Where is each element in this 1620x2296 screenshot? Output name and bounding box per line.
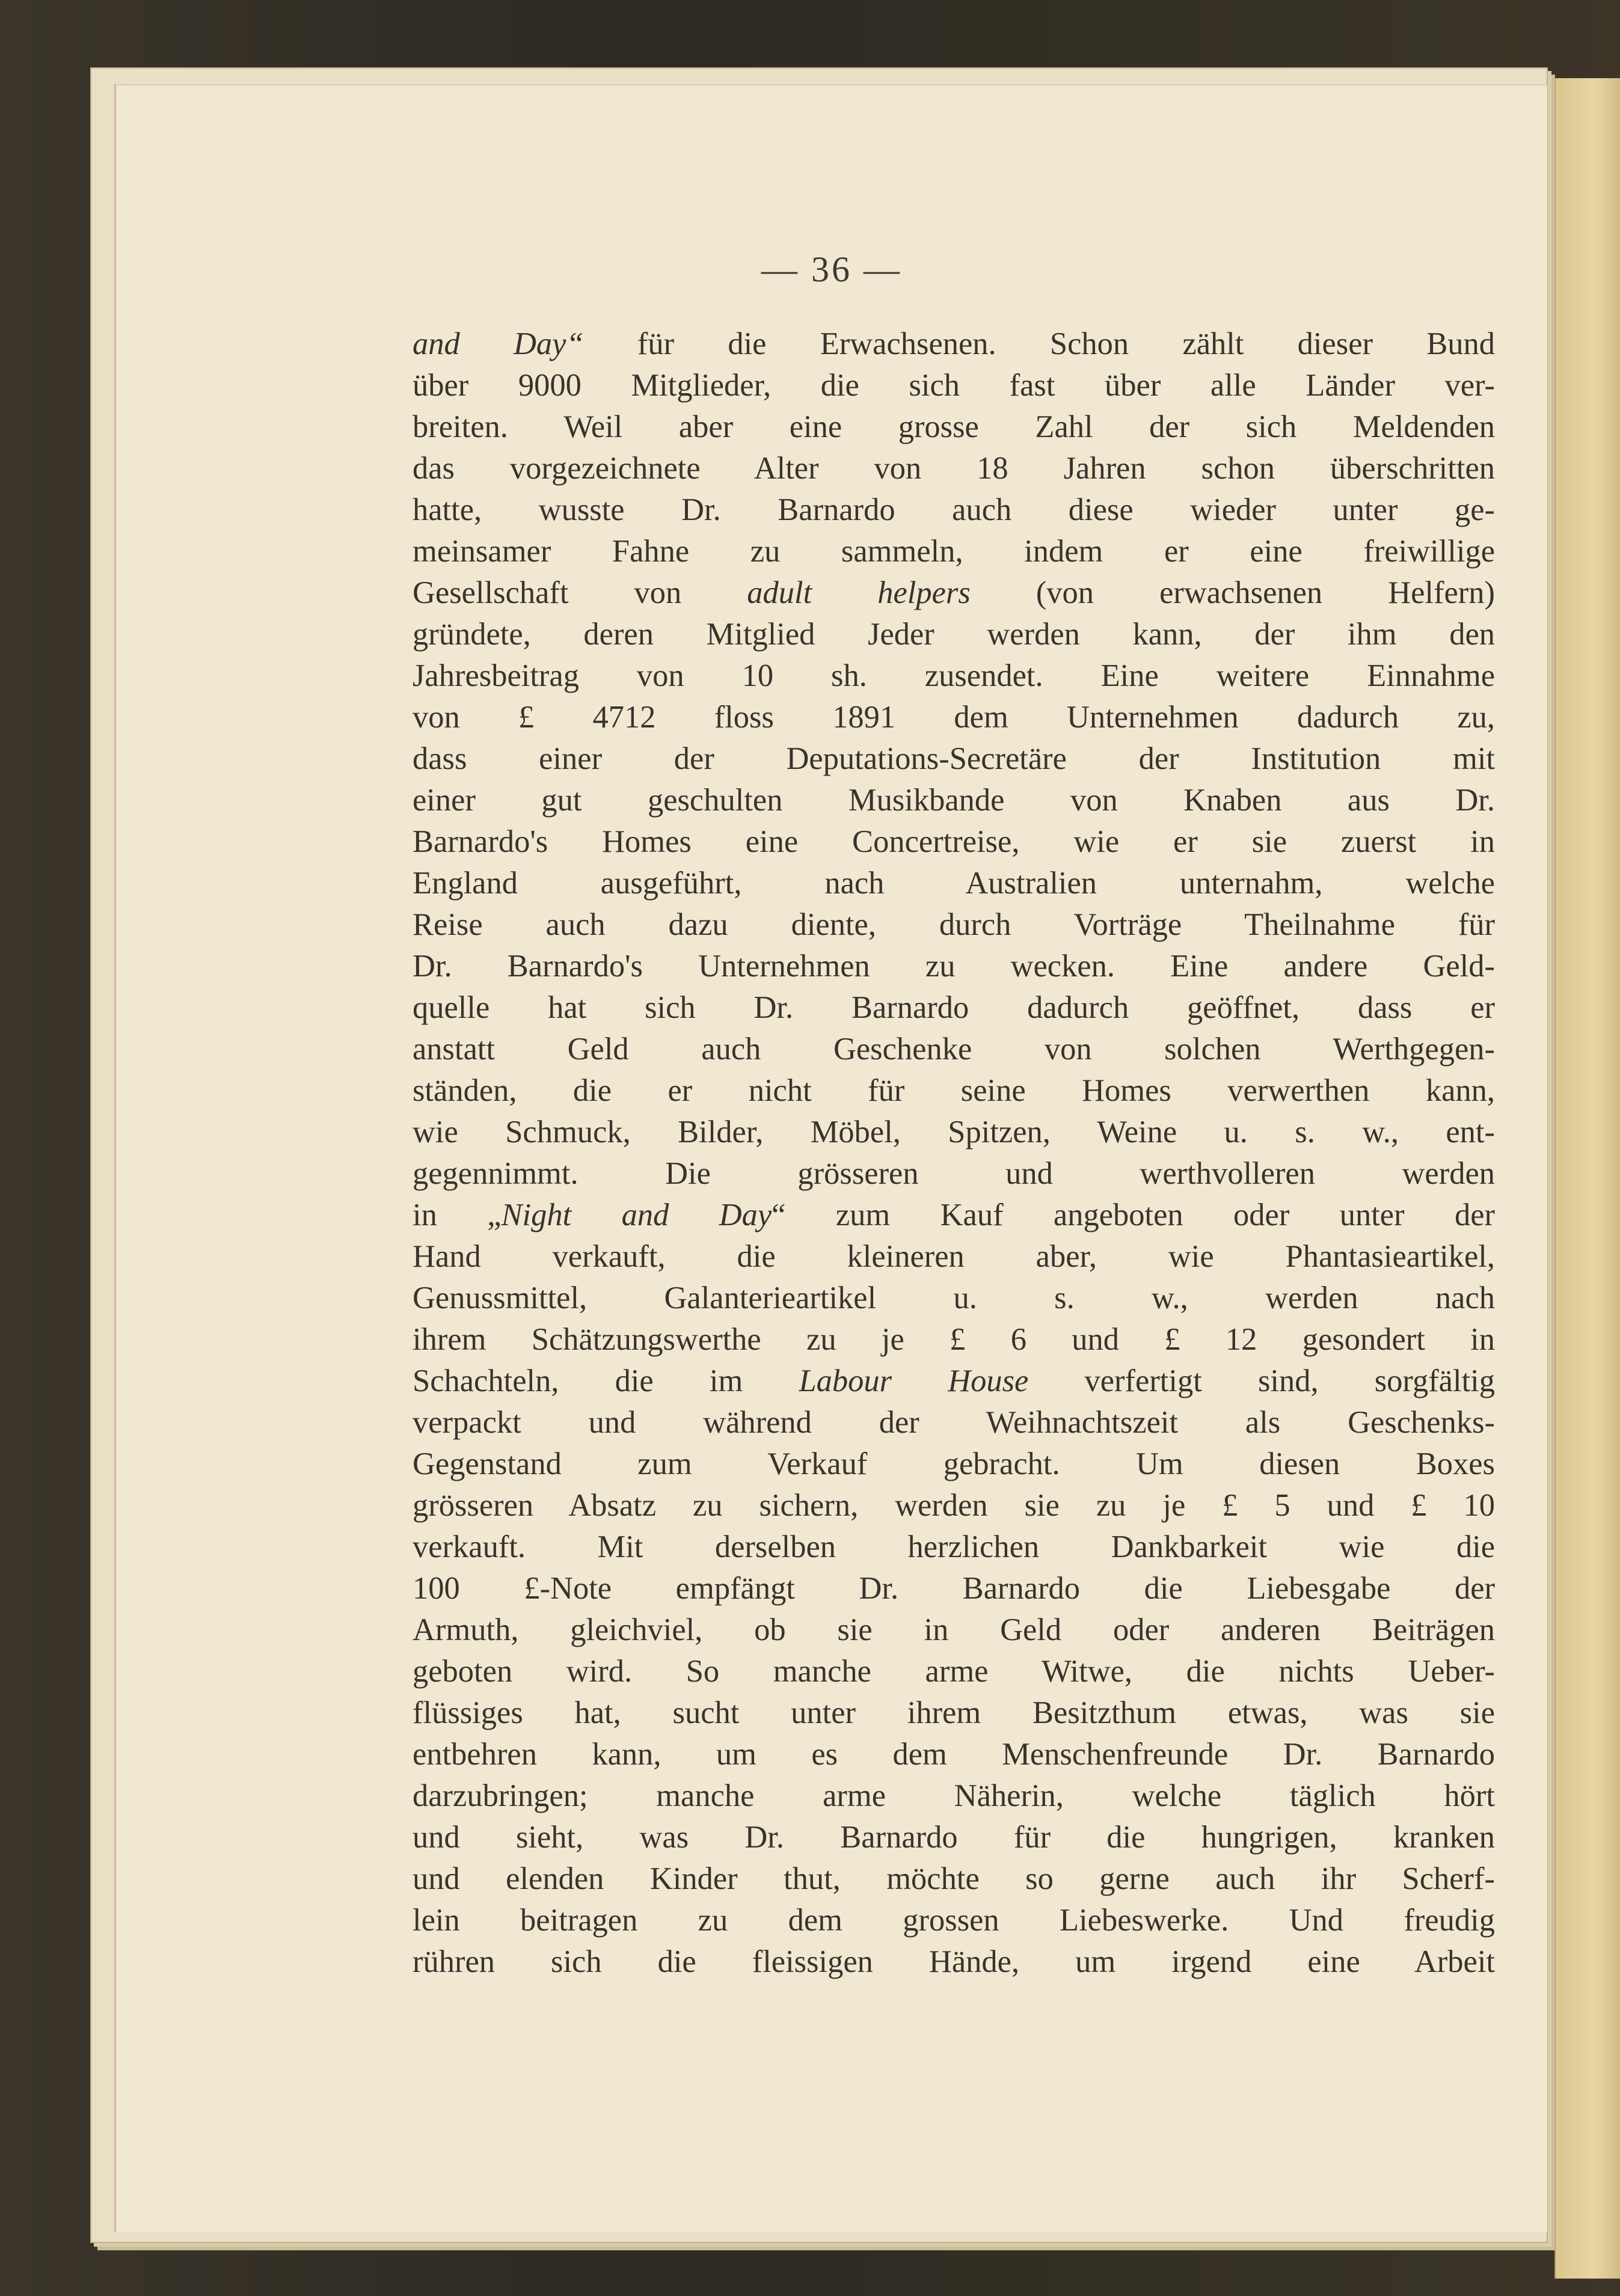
- text-run: entbehren kann, um es dem Menschenfreunde Dr. Barnardo: [413, 1737, 1495, 1772]
- text-run: Dr. Barnardo's Unternehmen zu wecken. Eine andere Geld-: [413, 949, 1495, 984]
- text-line: [413, 946, 1495, 987]
- text-line: [413, 1070, 1495, 1112]
- text-run: Jahresbeitrag von 10 sh. zusendet. Eine weitere Einnahme: [413, 658, 1495, 693]
- text-run: England ausgeführt, nach Australien unternahm, welche: [413, 866, 1495, 901]
- book-page-edge: [1554, 78, 1620, 2279]
- text-run: ihrem Schätzungswerthe zu je £ 6 und £ 12 gesondert in: [413, 1322, 1495, 1357]
- text-line: [413, 323, 1495, 365]
- text-run: “ zum Kauf angeboten oder unter der: [772, 1198, 1495, 1232]
- body-text: [413, 323, 1495, 1983]
- italic-phrase: adult helpers: [747, 575, 971, 610]
- text-line: [413, 365, 1495, 406]
- text-run: grösseren Absatz zu sichern, werden sie zu je £ 5 und £ 10: [413, 1488, 1495, 1523]
- text-line: [413, 1236, 1495, 1278]
- text-run: rühren sich die fleissigen Hände, um irgend eine Arbeit: [413, 1944, 1495, 1979]
- text-run: flüssiges hat, sucht unter ihrem Besitzthum etwas, was sie: [413, 1695, 1495, 1730]
- text-line: [413, 780, 1495, 821]
- italic-phrase: Night and Day: [501, 1198, 772, 1232]
- text-line: [413, 821, 1495, 863]
- text-line: [413, 1029, 1495, 1070]
- text-line: [413, 1734, 1495, 1775]
- text-run: 100 £-Note empfängt Dr. Barnardo die Liebesgabe der: [413, 1571, 1495, 1606]
- text-run: meinsamer Fahne zu sammeln, indem er eine freiwillige: [413, 534, 1495, 569]
- text-run: Barnardo's Homes eine Concertreise, wie er sie zuerst in: [413, 824, 1495, 859]
- text-run: geboten wird. So manche arme Witwe, die nichts Ueber-: [413, 1654, 1495, 1689]
- text-run: Reise auch dazu diente, durch Vorträge Theilnahme für: [413, 907, 1495, 942]
- text-run: wie Schmuck, Bilder, Möbel, Spitzen, Weine u. s. w., ent-: [413, 1115, 1495, 1150]
- text-run: darzubringen; manche arme Näherin, welche täglich hört: [413, 1778, 1495, 1813]
- text-line: [413, 1402, 1495, 1443]
- text-run: verkauft. Mit derselben herzlichen Dankbarkeit wie die: [413, 1529, 1495, 1564]
- text-run: Schachteln, die im: [413, 1364, 799, 1398]
- text-line: [413, 1692, 1495, 1734]
- text-line: [413, 1775, 1495, 1817]
- text-line: [413, 406, 1495, 448]
- text-line: [413, 655, 1495, 697]
- text-run: lein beitragen zu dem grossen Liebeswerke. Und freudig: [413, 1903, 1495, 1938]
- text-run: anstatt Geld auch Geschenke von solchen Werthgegen-: [413, 1032, 1495, 1067]
- text-run: gegennimmt. Die grösseren und werthvolleren werden: [413, 1156, 1495, 1191]
- text-line: [413, 531, 1495, 572]
- book-page: [114, 84, 1547, 2232]
- text-run: Genussmittel, Galanterieartikel u. s. w., werden nach: [413, 1281, 1495, 1315]
- text-run: für die Erwachsenen. Schon zählt dieser Bund: [583, 326, 1496, 361]
- text-line: [413, 1817, 1495, 1858]
- text-line: [413, 1278, 1495, 1319]
- text-line: [413, 1319, 1495, 1361]
- text-run: hatte, wusste Dr. Barnardo auch diese wieder unter ge-: [413, 492, 1495, 527]
- text-run: über 9000 Mitglieder, die sich fast über alle Länder ver-: [413, 368, 1495, 403]
- text-run: Hand verkauft, die kleineren aber, wie Phantasieartikel,: [413, 1239, 1495, 1274]
- text-line: [413, 572, 1495, 614]
- text-line: [413, 697, 1495, 738]
- text-line: [413, 1153, 1495, 1195]
- text-line: [413, 738, 1495, 780]
- text-line: [413, 1195, 1495, 1236]
- text-run: von £ 4712 floss 1891 dem Unternehmen dadurch zu,: [413, 700, 1495, 735]
- text-run: dass einer der Deputations-Secretäre der Institution mit: [413, 741, 1495, 776]
- text-run: Gegenstand zum Verkauf gebracht. Um diesen Boxes: [413, 1446, 1495, 1481]
- text-line: [413, 1526, 1495, 1568]
- text-line: [413, 448, 1495, 489]
- text-run: Gesellschaft von: [413, 575, 747, 610]
- text-run: in „: [413, 1198, 502, 1232]
- text-line: [413, 1568, 1495, 1609]
- italic-phrase: Labour House: [799, 1364, 1029, 1398]
- text-line: [413, 1858, 1495, 1900]
- text-run: verfertigt sind, sorgfältig: [1028, 1364, 1495, 1398]
- text-run: (von erwachsenen Helfern): [970, 575, 1495, 610]
- text-line: [413, 1651, 1495, 1692]
- text-run: verpackt und während der Weihnachtszeit als Geschenks-: [413, 1405, 1495, 1440]
- text-line: [413, 1941, 1495, 1983]
- text-run: quelle hat sich Dr. Barnardo dadurch geöffnet, dass er: [413, 990, 1495, 1025]
- text-run: das vorgezeichnete Alter von 18 Jahren schon überschritten: [413, 451, 1495, 486]
- text-line: [413, 1443, 1495, 1485]
- text-run: gründete, deren Mitglied Jeder werden kann, der ihm den: [413, 617, 1495, 652]
- text-run: einer gut geschulten Musikbande von Knaben aus Dr.: [413, 783, 1495, 818]
- text-run: und sieht, was Dr. Barnardo für die hungrigen, kranken: [413, 1820, 1495, 1855]
- text-line: [413, 863, 1495, 904]
- text-line: [413, 904, 1495, 946]
- page-number: — 36 —: [761, 249, 902, 289]
- text-line: [413, 1900, 1495, 1941]
- text-run: ständen, die er nicht für seine Homes verwerthen kann,: [413, 1073, 1495, 1108]
- text-run: breiten. Weil aber eine grosse Zahl der sich Meldenden: [413, 409, 1495, 444]
- italic-phrase: and Day“: [413, 326, 584, 361]
- text-line: [413, 1609, 1495, 1651]
- text-run: Armuth, gleichviel, ob sie in Geld oder anderen Beiträgen: [413, 1612, 1495, 1647]
- text-line: [413, 1112, 1495, 1153]
- text-line: [413, 489, 1495, 531]
- text-line: [413, 1485, 1495, 1526]
- text-line: [413, 987, 1495, 1029]
- text-run: und elenden Kinder thut, möchte so gerne auch ihr Scherf-: [413, 1861, 1495, 1896]
- text-line: [413, 1361, 1495, 1402]
- text-line: [413, 614, 1495, 655]
